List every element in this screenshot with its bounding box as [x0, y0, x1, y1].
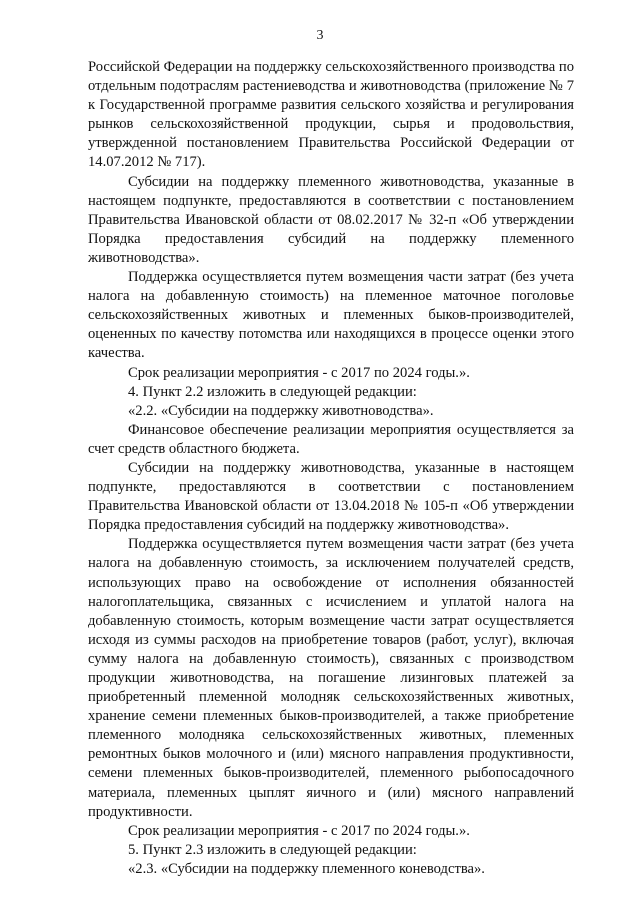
paragraph: Субсидии на поддержку животноводства, указанные в настоящем подпункте, предоставляются в соответствии с постановлением Правительства Ивановской области от 13.04.2018 № 105-п «Об утверждении Порядка предоставления субсидий на поддержку животноводства». — [88, 459, 574, 534]
paragraph: 5. Пункт 2.3 изложить в следующей редакции: — [128, 841, 417, 858]
paragraph: Российской Федерации на поддержку сельскохозяйственного производства по отдельным подотраслям растениеводства и животноводства (приложение № 7 к Государственной программе развития сельского хозяйства и регулирования рынков сельскохозяйственной продукции, сырья и продовольствия, утвержденной постановлением Правительства Российской Федерации от 14.07.2012 № 717). — [88, 59, 574, 171]
document-body — [88, 58, 574, 879]
page-number: 3 — [316, 28, 324, 43]
paragraph: Срок реализации мероприятия - с 2017 по 2024 годы.». — [128, 822, 470, 839]
paragraph: 4. Пункт 2.2 изложить в следующей редакции: — [128, 383, 417, 400]
paragraph: Субсидии на поддержку племенного животноводства, указанные в настоящем подпункте, предоставляются в соответствии с постановлением Правительства Ивановской области от 08.02.2017 № 32-п «Об утверждении Порядка предоставления субсидий на поддержку племенного животноводства». — [88, 173, 574, 266]
paragraph: «2.3. «Субсидии на поддержку племенного коневодства». — [128, 860, 485, 877]
paragraph: Поддержка осуществляется путем возмещения части затрат (без учета налога на добавленную стоимость) на племенное маточное поголовье сельскохозяйственных животных и племенных быков-производителей, оцененных по качеству потомства или находящихся в процессе оценки этого качества. — [88, 269, 574, 362]
paragraph: Поддержка осуществляется путем возмещения части затрат (без учета налога на добавленную стоимость, за исключением получателей средств, использующих право на освобождение от исполнения обязанностей налогоплательщика, связанных с исчислением и уплатой налога на добавленную стоимость, которым возмещение части затрат осуществляется исходя из суммы расходов на приобретение товаров (работ, услуг), включая сумму налога на добавленную стоимость), связанных с производством продукции животноводства, на погашение лизинговых платежей за приобретенный племенной молодняк сельскохозяйственных животных, хранение семени племенных быков-производителей, а также приобретение племенного молодняка сельскохозяйственных животных, племенных ремонтных быков молочного и (или) мясного направления продуктивности, семени племенных быков-производителей, племенного рыбопосадочного материала, племенных цыплят яичного и (или) мясного направлений продуктивности. — [88, 536, 574, 820]
paragraph: Финансовое обеспечение реализации мероприятия осуществляется за счет средств областного бюджета. — [88, 421, 574, 457]
paragraph: «2.2. «Субсидии на поддержку животноводства». — [128, 402, 434, 419]
paragraph: Срок реализации мероприятия - с 2017 по 2024 годы.». — [128, 364, 470, 381]
